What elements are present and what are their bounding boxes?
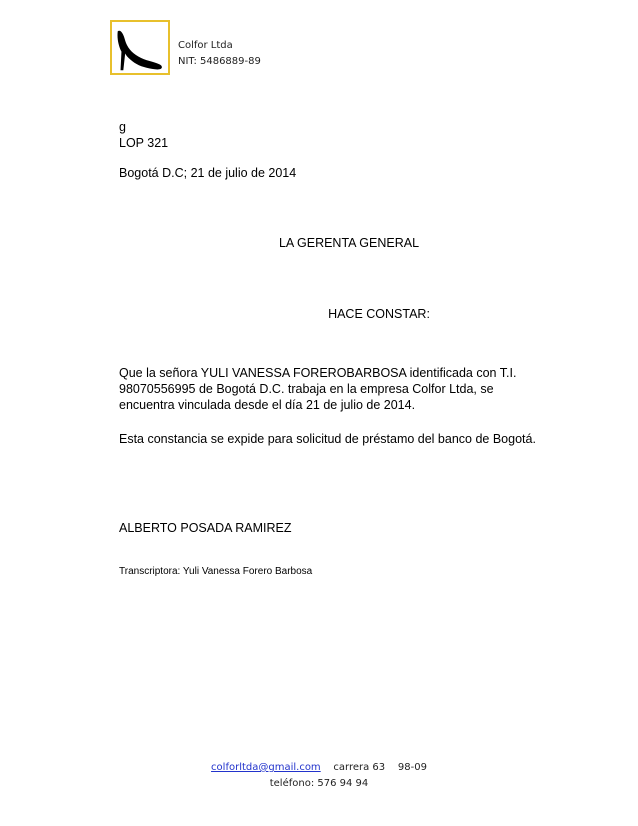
company-logo — [110, 20, 170, 75]
place-date: Bogotá D.C; 21 de julio de 2014 — [119, 166, 297, 180]
footer-phone: teléfono: 576 94 94 — [269, 778, 369, 789]
letter-mark: g — [119, 120, 126, 134]
company-nit: NIT: 5486889-89 — [178, 56, 261, 67]
body-line: encuentra vinculada desde el día 21 de julio de 2014. — [119, 398, 416, 412]
certificate-body — [119, 365, 559, 413]
signer-name: ALBERTO POSADA RAMIREZ — [119, 521, 292, 535]
purpose-statement: Esta constancia se expide para solicitud de préstamo del banco de Bogotá. — [119, 432, 536, 446]
body-line: 98070556995 de Bogotá D.C. trabaja en la empresa Colfor Ltda, se — [119, 382, 494, 396]
footer — [0, 760, 638, 792]
reference-code: LOP 321 — [119, 136, 169, 150]
email-link[interactable]: colforltda@gmail.com — [211, 762, 321, 773]
body-line: Que la señora YULI VANESSA FOREROBARBOSA identificada con T.I. — [119, 366, 517, 380]
footer-address: carrera 63 98-09 — [333, 762, 427, 773]
high-heel-shoe-icon — [112, 22, 168, 73]
certifies-heading: HACE CONSTAR: — [328, 307, 430, 321]
role-title: LA GERENTA GENERAL — [278, 236, 420, 250]
company-name: Colfor Ltda — [178, 40, 233, 51]
transcriber-note: Transcriptora: Yuli Vanessa Forero Barbosa — [119, 566, 313, 577]
company-info — [178, 38, 261, 70]
